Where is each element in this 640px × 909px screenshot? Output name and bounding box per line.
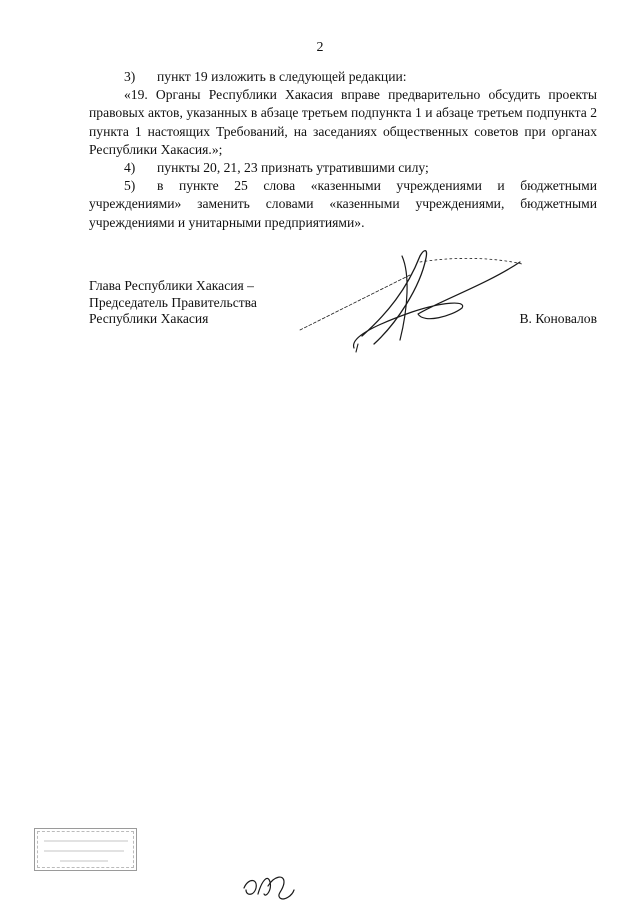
list-item-3 — [89, 68, 597, 86]
stamp-border — [37, 831, 134, 868]
item-number: 5) — [124, 178, 136, 194]
page-number: 2 — [316, 40, 324, 55]
item-number: 3) — [124, 69, 136, 84]
item-number: 4) — [124, 160, 136, 176]
list-item-5 — [89, 177, 597, 232]
signatory-name: В. Коновалов — [519, 311, 597, 326]
document-stamp-icon — [34, 828, 137, 871]
list-item-4 — [89, 159, 597, 177]
item-text: пункты 20, 21, 23 признать утратившими силу; — [157, 160, 429, 176]
quoted-paragraph-19: «19. Органы Республики Хакасия вправе предварительно обсудить проекты правовых актов, указанных в абзаце третьем подпункта 1 и абзаце третьем подпункта 2 пункта 1 настоящих Требований, на заседаниях общественных советов при органах Республики Хакасия.»; — [89, 87, 597, 157]
item-text: в пункте 25 слова «казенными учреждениями и бюджетными учреждениями» заменить словами «казенными учреждениями, бюджетными учреждениями и унитарными предприятиями». — [89, 178, 597, 230]
handwritten-initials-icon — [240, 868, 298, 909]
signatory-title-line: Председатель Правительства — [89, 294, 257, 310]
handwritten-signature-icon — [292, 244, 532, 361]
signatory-title-line: Глава Республики Хакасия – — [89, 278, 254, 293]
document-body — [89, 68, 597, 232]
item-text: пункт 19 изложить в следующей редакции: — [157, 69, 407, 84]
signatory-title-line: Республики Хакасия — [89, 311, 209, 326]
